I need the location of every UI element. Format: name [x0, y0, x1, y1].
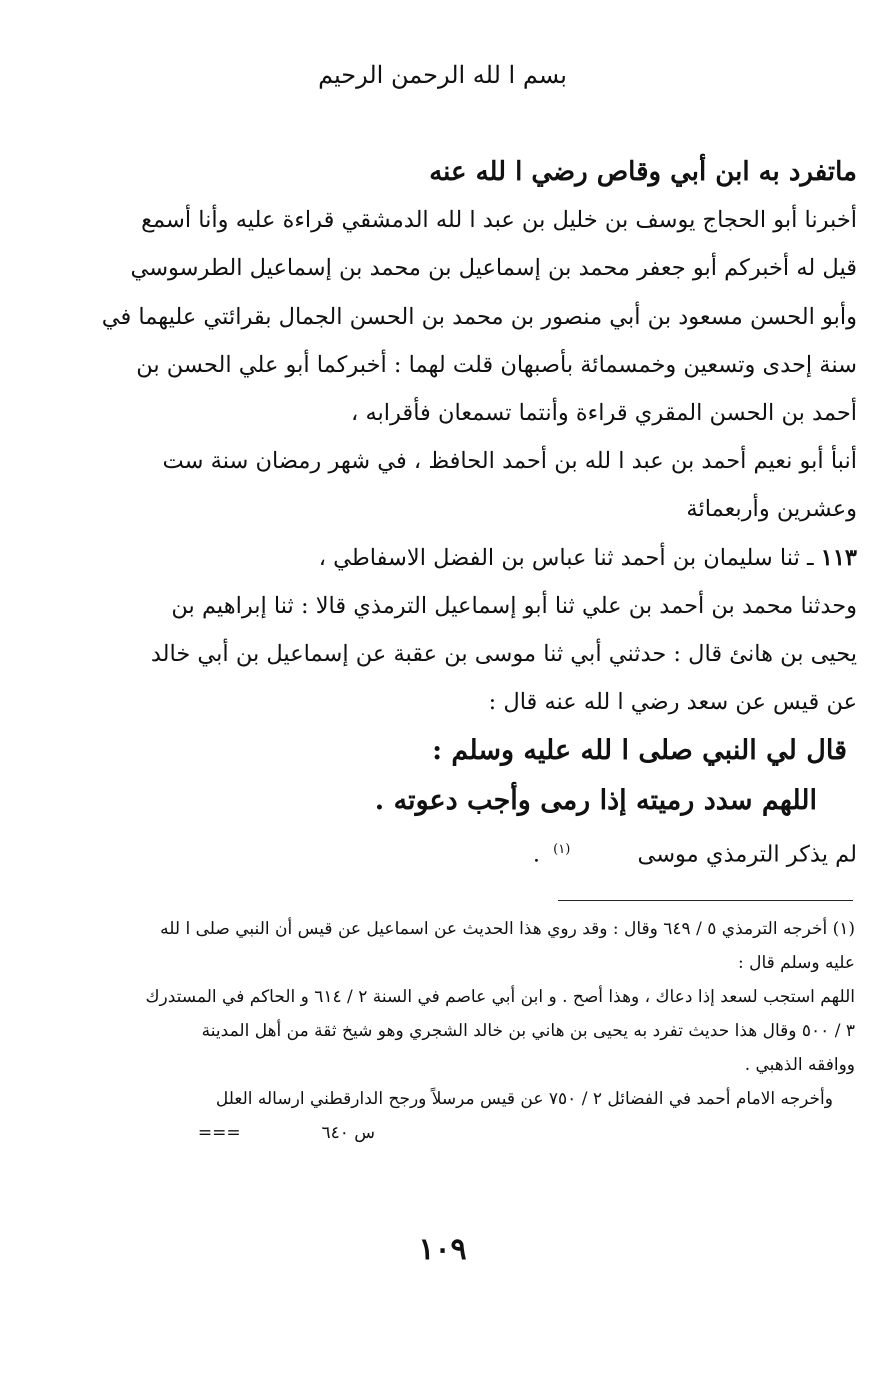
hadith-line-numbered — [44, 534, 857, 582]
footnote-marker: (١) — [553, 842, 571, 858]
hadith-quote-line: اللهم سدد رميته إذا رمى وأجب دعوته . — [374, 785, 817, 817]
chain-line: قيل له أخبركم أبو جعفر محمد بن إسماعيل بن محمد بن إسماعيل الطرسوسي — [130, 255, 857, 282]
footnotes — [48, 912, 855, 1150]
editor-note-end: . — [532, 841, 540, 868]
main-text — [44, 148, 857, 879]
chain-line: سنة إحدى وتسعين وخمسمائة بأصبهان قلت لهما : أخبركما أبو علي الحسن بن — [136, 351, 857, 378]
footnote-line: ٣ / ٥٠٠ وقال هذا حديث تفرد به يحيى بن هاني بن خالد الشجري وهو شيخ ثقة من أهل المدينة — [201, 1021, 855, 1041]
chain-line: وعشرين وأربعمائة — [686, 496, 857, 523]
hadith-number: ١١٣ — [820, 544, 857, 571]
section-heading: ماتفرد به ابن أبي وقاص رضي ا لله عنه — [429, 157, 857, 187]
hadith-line-text: ـ ثنا سليمان بن أحمد ثنا عباس بن الفضل الاسفاطي ، — [318, 544, 814, 571]
chain-line: أخبرنا أبو الحجاج يوسف بن خليل بن عبد ا لله الدمشقي قراءة عليه وأنا أسمع — [141, 207, 857, 234]
footnote-separator — [558, 900, 853, 901]
footnote-line: وأخرجه الامام أحمد في الفضائل ٢ / ٧٥٠ عن قيس مرسلاً ورجح الدارقطني ارساله العلل — [215, 1089, 833, 1109]
chain-line: وأبو الحسن مسعود بن أبي منصور بن محمد بن الحسن الجمال بقرائتي عليهما في — [101, 303, 857, 330]
footnote-ref: س ٦٤٠ — [321, 1123, 375, 1143]
editor-note-text: لم يذكر الترمذي موسى — [637, 841, 857, 868]
page-number: ١٠٩ — [418, 1232, 467, 1267]
hadith-quote-line: قال لي النبي صلى ا لله عليه وسلم : — [432, 735, 847, 767]
footnote-line: (١) أخرجه الترمذي ٥ / ٦٤٩ وقال : وقد روي هذا الحديث عن اسماعيل عن قيس أن النبي صلى ا لله — [160, 919, 855, 939]
hadith-line: عن قيس عن سعد رضي ا لله عنه قال : — [488, 689, 857, 716]
hadith-line: وحدثنا محمد بن أحمد بن علي ثنا أبو إسماعيل الترمذي قالا : ثنا إبراهيم بن — [171, 592, 857, 619]
basmala-header: بسم ا لله الرحمن الرحيم — [318, 61, 567, 89]
hadith-line: يحيى بن هانئ قال : حدثني أبي ثنا موسى بن عقبة عن إسماعيل بن أبي خالد — [150, 641, 857, 668]
footnote-end-mark: === — [197, 1123, 241, 1143]
footnote-line: عليه وسلم قال : — [737, 953, 855, 973]
footnote-line: اللهم استجب لسعد إذا دعاك ، وهذا أصح . و ابن أبي عاصم في السنة ٢ / ٦١٤ و الحاكم في المستدرك — [145, 987, 855, 1007]
footnote-line: ووافقه الذهبي . — [744, 1055, 855, 1075]
footnote-ref-row — [48, 1116, 855, 1150]
editor-note — [44, 826, 857, 879]
chain-line: أنبأ أبو نعيم أحمد بن عبد ا لله بن أحمد الحافظ ، في شهر رمضان سنة ست — [162, 448, 857, 475]
chain-line: أحمد بن الحسن المقري قراءة وأنتما تسمعان فأقرابه ، — [351, 400, 857, 427]
